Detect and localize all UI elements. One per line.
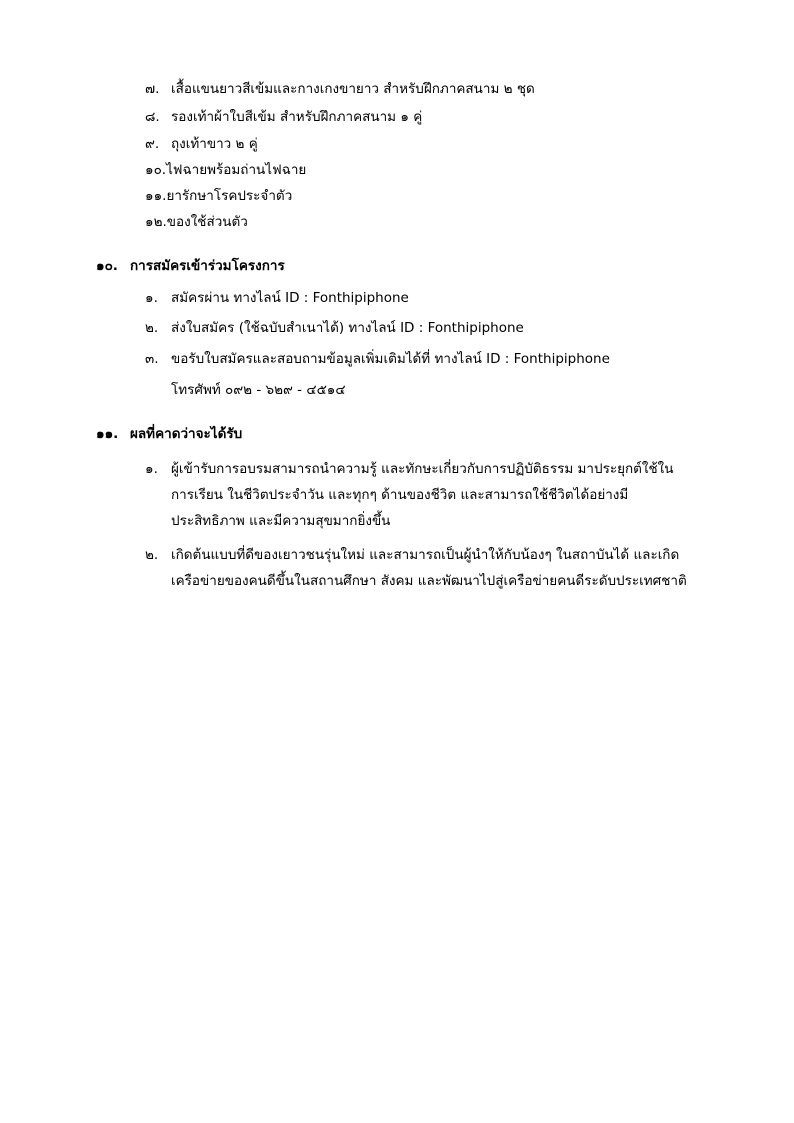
paragraph-line: เกิดต้นแบบที่ดีของเยาวชนรุ่นใหม่ และสามารถเป็นผู้นำให้กับน้องๆ ในสถาบันได้ และเกิด bbox=[171, 547, 680, 563]
section-heading bbox=[96, 424, 242, 444]
list-item-text: ถุงเท้าขาว ๒ คู่ bbox=[171, 136, 258, 152]
list-item-number: ๘. bbox=[145, 109, 160, 125]
paragraph-line: การเรียน ในชีวิตประจำวัน และทุกๆ ด้านของชีวิต และสามารถใช้ชีวิตได้อย่างมี bbox=[171, 487, 629, 503]
paragraph-line: เครือข่ายของคนดีขึ้นในสถานศึกษา สังคม และพัฒนาไปสู่เครือข่ายคนดีระดับประเทศชาติ bbox=[171, 573, 687, 589]
phone-number: โทรศัพท์ ๐๙๒ - ๖๒๙ - ๔๕๑๔ bbox=[171, 382, 346, 398]
list-item-number: ๑๑. bbox=[145, 188, 167, 204]
list-item-text: ส่งใบสมัคร (ใช้ฉบับสำเนาได้) ทางไลน์ ID : Fonthipiphone bbox=[171, 320, 524, 336]
list-item-text: เสื้อแขนยาวสีเข้มและกางเกงขายาว สำหรับฝึกภาคสนาม ๒ ชุด bbox=[171, 81, 535, 97]
list-item-number: ๒. bbox=[145, 547, 159, 563]
list-item-number: ๒. bbox=[145, 320, 159, 336]
section-title: ผลที่คาดว่าจะได้รับ bbox=[130, 426, 243, 442]
paragraph-line: ผู้เข้ารับการอบรมสามารถนำความรู้ และทักษะเกี่ยวกับการปฏิบัติธรรม มาประยุกต์ใช้ใน bbox=[171, 461, 674, 477]
list-item-text: ขอรับใบสมัครและสอบถามข้อมูลเพิ่มเติมได้ที่ ทางไลน์ ID : Fonthipiphone bbox=[171, 351, 610, 367]
section-heading bbox=[96, 256, 285, 276]
list-item bbox=[145, 186, 292, 206]
list-item bbox=[145, 318, 524, 338]
list-item bbox=[145, 349, 610, 369]
list-item bbox=[145, 79, 535, 99]
list-item bbox=[145, 288, 409, 308]
list-item bbox=[145, 134, 258, 154]
list-item-number: ๑๒. bbox=[145, 214, 167, 230]
section-title: การสมัครเข้าร่วมโครงการ bbox=[130, 258, 285, 274]
list-item-text: ไฟฉายพร้อมถ่านไฟฉาย bbox=[166, 162, 307, 178]
list-item-number: ๑. bbox=[145, 461, 158, 477]
list-item bbox=[145, 107, 422, 127]
list-item-number: ๙. bbox=[145, 136, 160, 152]
list-item-number: ๗. bbox=[145, 81, 160, 97]
section-number: ๑๑. bbox=[96, 426, 119, 442]
list-item-text: สมัครผ่าน ทางไลน์ ID : Fonthipiphone bbox=[171, 290, 409, 306]
list-item-number: ๑. bbox=[145, 290, 158, 306]
list-item bbox=[145, 160, 306, 180]
list-item-text: ยารักษาโรคประจำตัว bbox=[166, 188, 293, 204]
paragraph-line: ประสิทธิภาพ และมีความสุขมากยิ่งขึ้น bbox=[171, 513, 391, 529]
list-item bbox=[145, 212, 248, 232]
section-number: ๑๐. bbox=[96, 258, 118, 274]
list-item-number: ๑๐. bbox=[145, 162, 167, 178]
list-item-text: ของใช้ส่วนตัว bbox=[166, 214, 248, 230]
list-item-number: ๓. bbox=[145, 351, 159, 367]
list-item-text: รองเท้าผ้าใบสีเข้ม สำหรับฝึกภาคสนาม ๑ คู่ bbox=[171, 109, 423, 125]
